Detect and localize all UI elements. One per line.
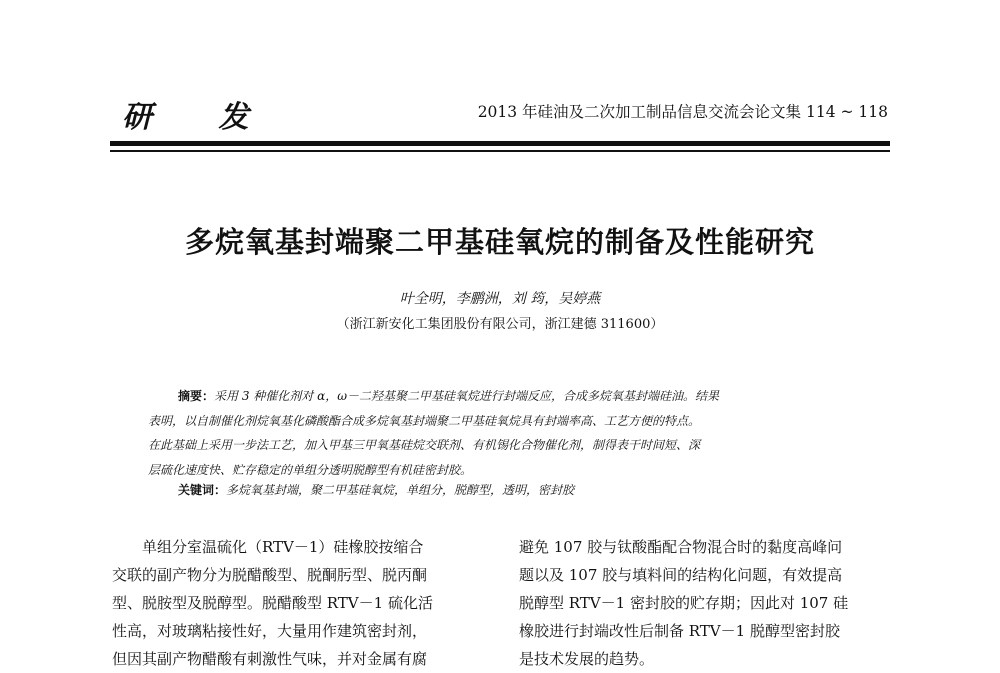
abstract-line: 表明，以自制催化剂烷氧基化磷酸酯合成多烷氧基封端聚二甲基硅氧烷具有封端率高、工艺方便的特点。: [148, 413, 701, 428]
body-line: 单组分室温硫化（RTV－1）硅橡胶按缩合: [112, 538, 424, 556]
abstract-line: [148, 384, 858, 409]
keywords-text: 多烷氧基封端，聚二甲基硅氧烷，单组分，脱醇型，透明，密封胶: [226, 483, 575, 497]
affiliation: （浙江新安化工集团股份有限公司，浙江建德 311600）: [336, 317, 664, 332]
body-line: 型、脱胺型及脱醇型。脱醋酸型 RTV－1 硫化活: [112, 594, 433, 612]
header-rule-thin: [110, 150, 890, 152]
keywords-label: 关键词：: [178, 483, 227, 497]
body-line: 脱醇型 RTV－1 密封胶的贮存期；因此对 107 硅: [519, 594, 849, 612]
body-line: 题以及 107 胶与填料间的结构化问题，有效提高: [519, 566, 843, 584]
abstract-label: 摘要：: [178, 389, 215, 403]
abstract-line: 层硫化速度快、贮存稳定的单组分透明脱醇型有机硅密封胶。: [148, 462, 473, 477]
section-label: 研 发: [122, 100, 277, 135]
body-column-right: [519, 533, 894, 673]
body-line: 是技术发展的趋势。: [519, 650, 655, 668]
body-line: 交联的副产物分为脱醋酸型、脱酮肟型、脱丙酮: [112, 566, 428, 584]
abstract: [148, 384, 858, 482]
body-line: 但因其副产物醋酸有刺激性气味，并对金属有腐: [112, 650, 428, 668]
journal-citation: 2013 年硅油及二次加工制品信息交流会论文集 114 ~ 118: [477, 103, 888, 121]
header-rule-thick: [110, 141, 890, 146]
paper-title: 多烷氧基封端聚二甲基硅氧烷的制备及性能研究: [184, 225, 815, 259]
body-column-left: [112, 533, 487, 673]
keywords: [178, 481, 858, 498]
author-list: 叶全明，李鹏洲，刘 筠，吴婷燕: [399, 291, 601, 307]
abstract-line: 在此基础上采用一步法工艺，加入甲基三甲氧基硅烷交联剂、有机锡化合物催化剂，制得表干时间短、深: [148, 438, 701, 452]
body-line: 橡胶进行封端改性后制备 RTV－1 脱醇型密封胶: [519, 622, 840, 640]
body-line: 避免 107 胶与钛酸酯配合物混合时的黏度高峰问: [519, 538, 843, 556]
abstract-line-text: 采用 3 种催化剂对 α，ω－二羟基聚二甲基硅氧烷进行封端反应，合成多烷氧基封端硅油。结果: [214, 389, 719, 403]
body-line: 性高，对玻璃粘接性好，大量用作建筑密封剂，: [112, 622, 428, 640]
